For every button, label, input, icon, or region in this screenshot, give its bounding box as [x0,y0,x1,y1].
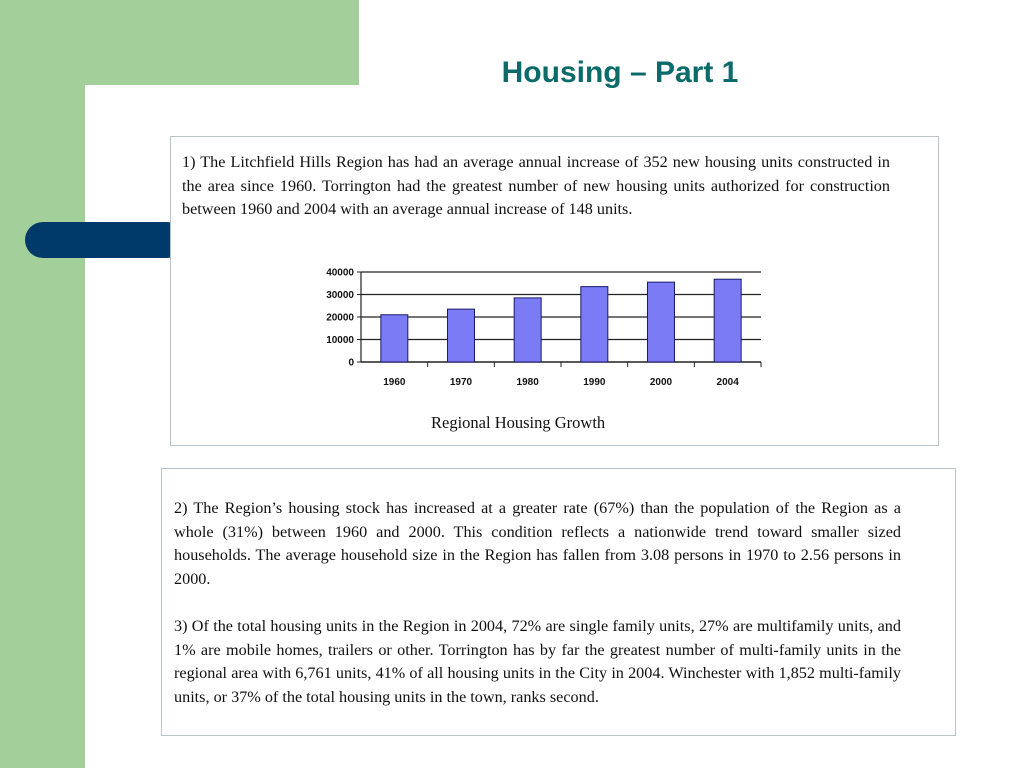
y-tick-label: 10000 [326,335,354,346]
regional-housing-growth-chart [291,259,791,409]
paragraph-2: 2) The Region’s housing stock has increased at a greater rate (67%) than the population of the Region as a whole (31%) between 1960 and 2000. This condition reflects a nationwide trend toward smaller sized households. The average household size in the Region has fallen from 3.08 persons in 1970 to 2.56 persons in 2000. [174,499,901,588]
green-side-band [0,0,85,768]
x-tick-label: 2000 [649,377,673,388]
bar-1970 [448,309,475,362]
green-top-band [85,0,359,85]
x-tick-label: 1980 [516,377,539,388]
chart-caption: Regional Housing Growth [431,413,606,432]
bar-1990 [581,287,608,362]
paragraph-1: 1) The Litchfield Hills Region has had an average annual increase of 352 new housing units constructed in the area since 1960. Torrington had the greatest number of new housing units authorized for construction between 1960 and 2004 with an average annual increase of 148 units. [182,153,890,218]
x-tick-label: 1960 [383,377,406,388]
rounded-corner [85,85,175,175]
y-tick-label: 30000 [326,290,354,301]
bar-2004 [714,279,741,362]
bar-1980 [514,298,541,362]
blue-accent-bar [25,222,185,258]
y-tick-label: 20000 [326,312,354,324]
x-tick-label: 1970 [449,377,473,388]
housing-stats-panel [161,468,956,736]
slide-title: Housing – Part 1 [501,56,739,89]
y-tick-label: 0 [348,357,354,369]
x-tick-label: 2004 [716,377,739,388]
x-tick-label: 1990 [583,377,606,388]
housing-growth-panel [170,136,939,446]
paragraph-3: 3) Of the total housing units in the Region in 2004, 72% are single family units, 27% are multifamily units, and 1% are mobile homes, trailers or other. Torrington has by far the greatest number of multi-family units in the regional area with 6,761 units, 41% of all housing units in the City in 2004. Winchester with 1,852 multi-family units, or 37% of the total housing units in the town, ranks second. [174,617,901,706]
bar-1960 [381,315,408,362]
bar-2000 [648,282,675,362]
y-tick-label: 40000 [326,267,354,279]
